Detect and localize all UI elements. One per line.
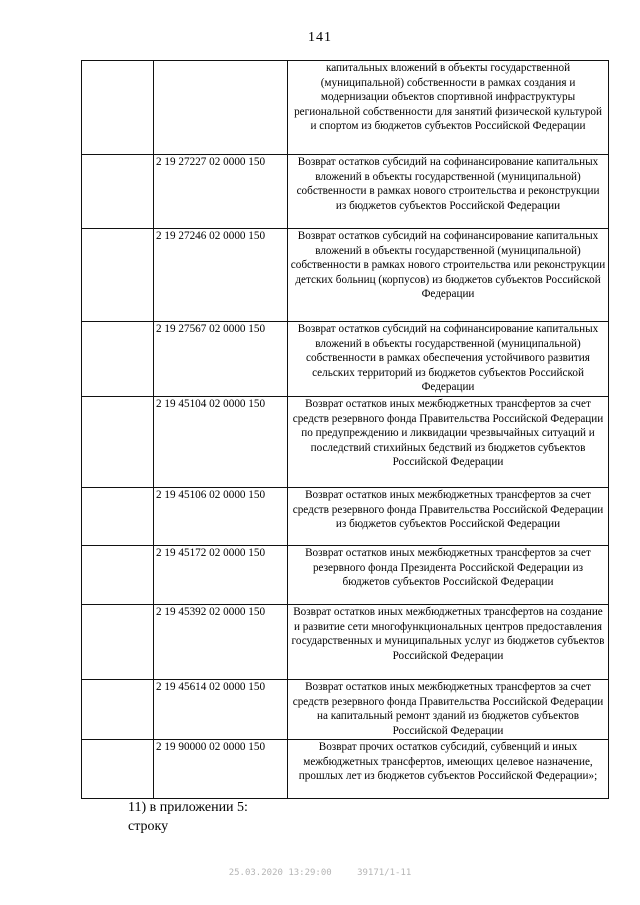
row-instruction: строку: [128, 819, 169, 834]
budget-description: Возврат прочих остатков субсидий, субвенций и иных межбюджетных трансфертов, имеющих целевое назначение, прошлых лет из бюджетов субъектов Российской Федерации»;: [288, 740, 609, 799]
budget-description: Возврат остатков иных межбюджетных трансфертов за счет резервного фонда Президента Российской Федерации из бюджетов субъектов Российской Федерации: [288, 546, 609, 605]
budget-description: Возврат остатков иных межбюджетных трансфертов на создание и развитие сети многофункциональных центров предоставления государственных и муниципальных услуг из бюджетов субъектов Российской Федерации: [288, 605, 609, 680]
budget-description: капитальных вложений в объекты государственной (муниципальной) собственности в рамках создания и модернизации объектов спортивной инфраструктуры региональной собственности для занятий физической культурой и спортом из бюджетов субъектов Российской Федерации: [288, 61, 609, 155]
empty-cell: [82, 397, 154, 488]
budget-description: Возврат остатков иных межбюджетных трансфертов за счет средств резервного фонда Правительства Российской Федерации из бюджетов субъектов Российской Федерации: [288, 488, 609, 546]
budget-code: 2 19 45104 02 0000 150: [154, 397, 288, 488]
budget-description: Возврат остатков иных межбюджетных трансфертов за счет средств резервного фонда Правительства Российской Федерации на капитальный ремонт зданий из бюджетов субъектов Российской Федерации: [288, 680, 609, 740]
table-row: [82, 605, 609, 680]
budget-code: 2 19 27227 02 0000 150: [154, 155, 288, 229]
table-row: [82, 740, 609, 799]
budget-code: 2 19 90000 02 0000 150: [154, 740, 288, 799]
table-row: [82, 322, 609, 397]
empty-cell: [82, 740, 154, 799]
page-number: 141: [308, 30, 332, 45]
empty-cell: [82, 155, 154, 229]
empty-cell: [82, 488, 154, 546]
budget-code: 2 19 45392 02 0000 150: [154, 605, 288, 680]
budget-code: [154, 61, 288, 155]
budget-code: 2 19 45614 02 0000 150: [154, 680, 288, 740]
footer-timestamp: 25.03.2020 13:29:00: [228, 868, 332, 878]
budget-code: 2 19 45172 02 0000 150: [154, 546, 288, 605]
budget-description: Возврат остатков субсидий на софинансирование капитальных вложений в объекты государственной (муниципальной) собственности в рамках нового строительства или реконструкции детских больниц (корпусов) из бюджетов субъектов Российской Федерации: [288, 229, 609, 322]
table-row: [82, 61, 609, 155]
table-row: [82, 229, 609, 322]
budget-description: Возврат остатков иных межбюджетных трансфертов за счет средств резервного фонда Правительства Российской Федерации по предупреждению и ликвидации чрезвычайных ситуаций и последствий стихийных бедствий из бюджетов субъектов Российской Федерации: [288, 397, 609, 488]
footer-doc-id: 39171/1-11: [357, 868, 412, 878]
budget-description: Возврат остатков субсидий на софинансирование капитальных вложений в объекты государственной (муниципальной) собственности в рамках обеспечения устойчивого развития сельских территорий из бюджетов субъектов Российской Федерации: [288, 322, 609, 397]
empty-cell: [82, 229, 154, 322]
budget-code: 2 19 27567 02 0000 150: [154, 322, 288, 397]
empty-cell: [82, 546, 154, 605]
empty-cell: [82, 322, 154, 397]
budget-code: 2 19 45106 02 0000 150: [154, 488, 288, 546]
empty-cell: [82, 605, 154, 680]
empty-cell: [82, 61, 154, 155]
table-row: [82, 397, 609, 488]
budget-description: Возврат остатков субсидий на софинансирование капитальных вложений в объекты государственной (муниципальной) собственности в рамках нового строительства и реконструкции из бюджетов субъектов Российской Федерации: [288, 155, 609, 229]
budget-code: 2 19 27246 02 0000 150: [154, 229, 288, 322]
table-row: [82, 680, 609, 740]
table-row: [82, 155, 609, 229]
appendix-instruction: 11) в приложении 5:: [128, 800, 248, 815]
budget-code-table: [81, 60, 609, 799]
table-row: [82, 546, 609, 605]
table-row: [82, 488, 609, 546]
empty-cell: [82, 680, 154, 740]
footer-stamp: [0, 868, 640, 878]
